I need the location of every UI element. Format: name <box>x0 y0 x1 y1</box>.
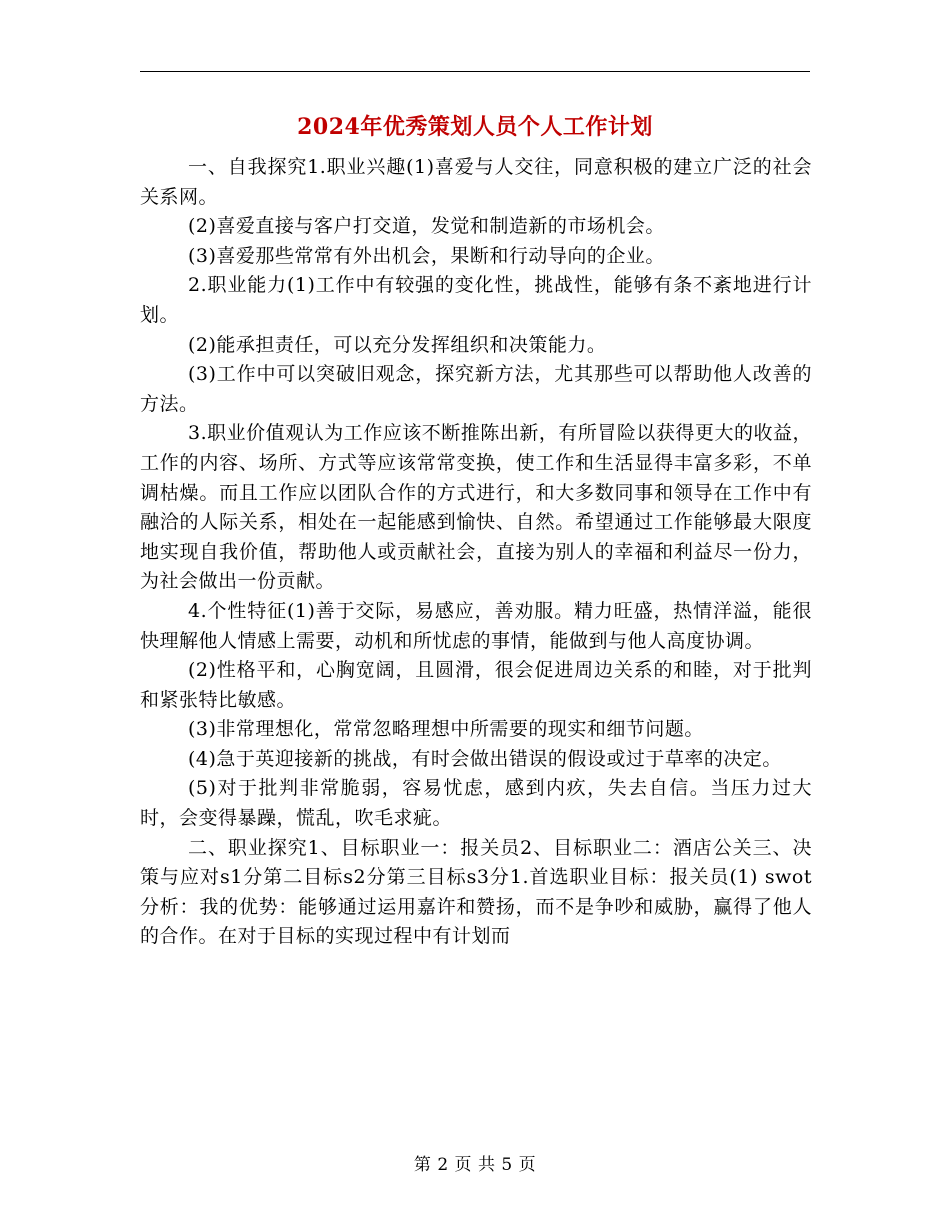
document-body <box>140 153 812 952</box>
paragraph-2: (2)喜爱直接与客户打交道，发觉和制造新的市场机会。 <box>188 215 665 238</box>
paragraph-10: (3)非常理想化，常常忽略理想中所需要的现实和细节问题。 <box>188 718 704 741</box>
paragraph-3: (3)喜爱那些常常有外出机会，果断和行动导向的企业。 <box>188 244 665 267</box>
paragraph-6: (3)工作中可以突破旧观念，探究新方法，尤其那些可以帮助他人改善的方法。 <box>140 363 812 415</box>
paragraph-4: 2.职业能力(1)工作中有较强的变化性，挑战性，能够有条不紊地进行计划。 <box>140 274 812 326</box>
page-footer <box>0 1153 950 1177</box>
paragraph-7: 3.职业价值观认为工作应该不断推陈出新，有所冒险以获得更大的收益，工作的内容、场所、方式等应该常常变换，使工作和生活显得丰富多彩，不单调枯燥。而且工作应以团队合作的方式进行，和大多数同事和领导在工作中有融洽的人际关系，相处在一起能感到愉快、自然。希望通过工作能够最大限度地实现自我价值，帮助他人或贡献社会，直接为别人的幸福和利益尽一份力，为社会做出一份贡献。 <box>140 422 812 593</box>
header-rule <box>140 71 810 72</box>
paragraph-11: (4)急于英迎接新的挑战，有时会做出错误的假设或过于草率的决定。 <box>188 747 782 770</box>
paragraph-1: 一、自我探究1.职业兴趣(1)喜爱与人交往，同意积极的建立广泛的社会关系网。 <box>140 156 812 208</box>
paragraph-13: 二、职业探究1、目标职业一：报关员2、目标职业二：酒店公关三、决策与应对s1分第二目标s2分第三目标s3分1.首选职业目标：报关员(1) swot分析：我的优势：能够通过运用嘉许和赞扬，而不是争吵和威胁，赢得了他人的合作。在对于目标的实现过程中有计划而 <box>140 836 812 948</box>
paragraph-8: 4.个性特征(1)善于交际，易感应，善劝服。精力旺盛，热情洋溢，能很快理解他人情感上需要，动机和所忧虑的事情，能做到与他人高度协调。 <box>140 599 812 652</box>
page-number: 第 2 页 共 5 页 <box>413 1155 537 1175</box>
document-title: 2024年优秀策划人员个人工作计划 <box>297 114 653 140</box>
paragraph-5: (2)能承担责任，可以充分发挥组织和决策能力。 <box>188 333 607 356</box>
paragraph-12: (5)对于批判非常脆弱，容易忧虑，感到内疚，失去自信。当压力过大时，会变得暴躁，慌乱，吹毛求疵。 <box>140 777 812 830</box>
paragraph-9: (2)性格平和，心胸宽阔，且圆滑，很会促进周边关系的和睦，对于批判和紧张特比敏感。 <box>140 659 812 711</box>
